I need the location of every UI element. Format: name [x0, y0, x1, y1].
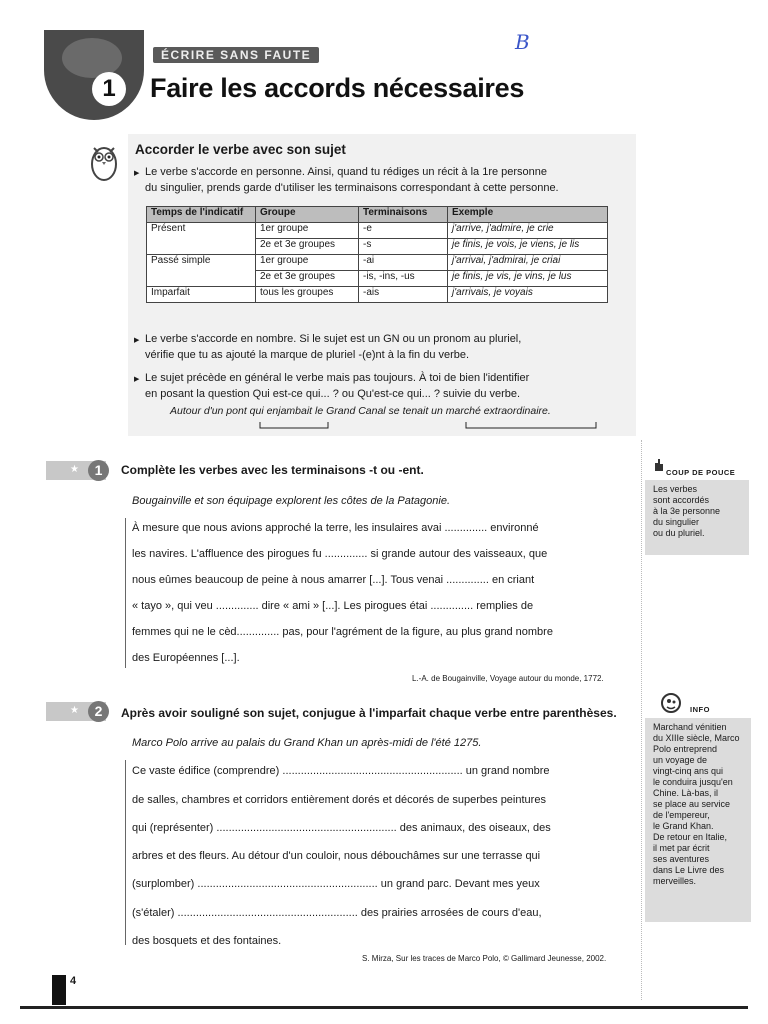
table-cell: -ai — [359, 255, 448, 271]
table-cell: je finis, je vois, je viens, je lis — [448, 239, 608, 255]
handwritten-mark: B — [515, 30, 530, 54]
table-cell: tous les groupes — [256, 287, 359, 303]
bullet-3-line-1: ▶ Le sujet précède en général le verbe mais pas toujours. À toi de bien l'identifier — [145, 372, 530, 384]
info-line: du XIIIe siècle, Marco — [653, 733, 740, 743]
page-title: Faire les accords nécessaires — [150, 73, 525, 103]
exercise-1-line: des Européennes [...]. — [132, 652, 240, 664]
info-icon — [660, 692, 682, 719]
coup-de-pouce-title: COUP DE POUCE — [666, 468, 736, 477]
table-header: Terminaisons — [359, 207, 448, 223]
section-number: 1 — [92, 72, 126, 106]
exercise-1-instruction: Complète les verbes avec les terminaisons -t ou -ent. — [121, 463, 424, 477]
table-row — [147, 287, 608, 303]
table-cell: j'arrivai, j'admirai, je criai — [448, 255, 608, 271]
hand-icon — [652, 458, 666, 477]
info-line: Marchand vénitien — [653, 722, 727, 732]
table-cell: 1er groupe — [256, 223, 359, 239]
bullet-2-line-1: ▶ Le verbe s'accorde en nombre. Si le sujet est un GN ou un pronom au pluriel, — [145, 333, 522, 345]
bullet-2-line-2: vérifie que tu as ajouté la marque de pluriel -(e)nt à la fin du verbe. — [145, 349, 470, 361]
table-cell: j'arrivais, je voyais — [448, 287, 608, 303]
exercise-2-line: (s'étaler) ........................................................... des prairies arrosées de cours d'eau, — [132, 907, 542, 919]
table-header: Temps de l'indicatif — [147, 207, 256, 223]
exercise-2-source: S. Mirza, Sur les traces de Marco Polo, © Gallimard Jeunesse, 2002. — [362, 954, 607, 963]
bottom-rule — [20, 1006, 748, 1009]
info-line: De retour en Italie, — [653, 832, 728, 842]
bullet-3-line-2: en posant la question Qui est-ce qui... ? ou Qu'est-ce qui... ? suivie du verbe. — [145, 388, 521, 400]
rule-example-sentence: Autour d'un pont qui enjambait le Grand Canal se tenait un marché extraordinaire. — [170, 405, 551, 417]
rule-title: Accorder le verbe avec son sujet — [135, 142, 346, 157]
exercise-2-margin-bar — [125, 760, 126, 945]
exercise-1-line: À mesure que nous avions approché la terre, les insulaires avai .............. environné — [132, 522, 539, 534]
info-line: Chine. Là-bas, il — [653, 788, 719, 798]
info-line: de l'empereur, — [653, 810, 710, 820]
exercise-1-line: les navires. L'affluence des pirogues fu .............. si grande autour des vaisseaux, que — [132, 548, 548, 560]
exercise-1-number: 1 — [88, 460, 109, 481]
page-number: 4 — [70, 975, 77, 987]
rule-bullet-3 — [145, 370, 529, 402]
info-box — [645, 718, 751, 922]
bullet-1-line-1: ▶ Le verbe s'accorde en personne. Ainsi, quand tu rédiges un récit à la 1re personne — [145, 166, 548, 178]
info-line: se place au service — [653, 799, 731, 809]
info-line: le conduira jusqu'en — [653, 777, 733, 787]
star-icon: ★ — [70, 464, 79, 475]
info-title: INFO — [690, 705, 710, 714]
info-line: le Grand Khan. — [653, 821, 714, 831]
bullet-1-line-2: du singulier, prends garde d'utiliser les terminaisons correspondant à cette personne. — [145, 182, 559, 194]
table-cell: Passé simple — [147, 255, 256, 287]
table-header-row — [147, 207, 608, 223]
table-row — [147, 223, 608, 239]
table-cell: 2e et 3e groupes — [256, 271, 359, 287]
rule-bullet-1 — [145, 164, 559, 196]
section-number-tab — [44, 30, 144, 120]
table-cell: Présent — [147, 223, 256, 255]
exercise-2-line: Ce vaste édifice (comprendre) ........................................................... un grand nombre — [132, 765, 550, 777]
page-number-tab — [52, 975, 66, 1005]
info-line: un voyage de — [653, 755, 708, 765]
coup-line: Les verbes — [653, 484, 698, 494]
exercise-2-number: 2 — [88, 701, 109, 722]
table-cell: 2e et 3e groupes — [256, 239, 359, 255]
exercise-1-source: L.-A. de Bougainville, Voyage autour du monde, 1772. — [412, 674, 604, 683]
coup-line: à la 3e personne — [653, 506, 721, 516]
table-row — [147, 255, 608, 271]
exercise-2-instruction: Après avoir souligné son sujet, conjugue à l'imparfait chaque verbe entre parenthèses. — [121, 706, 617, 720]
info-line: dans Le Livre des — [653, 865, 725, 875]
info-line: Polo entreprend — [653, 744, 718, 754]
table-cell: Imparfait — [147, 287, 256, 303]
exercise-1-line: femmes qui ne le cèd.............. pas, pour l'agrément de la figure, au plus grand nombre — [132, 626, 553, 638]
table-cell: -s — [359, 239, 448, 255]
table-cell: -is, -ins, -us — [359, 271, 448, 287]
info-line: merveilles. — [653, 876, 697, 886]
table-cell: 1er groupe — [256, 255, 359, 271]
section-tag: ÉCRIRE SANS FAUTE — [153, 47, 319, 63]
owl-icon — [86, 140, 122, 193]
rule-bullet-2 — [145, 331, 521, 363]
star-icon: ★ — [70, 705, 79, 716]
exercise-2-line: qui (représenter) ........................................................... des animaux, des oiseaux, des — [132, 822, 551, 834]
exercise-2-line: (surplomber) ........................................................... un grand parc. Devant mes yeux — [132, 878, 540, 890]
table-header: Groupe — [256, 207, 359, 223]
conjugation-table — [146, 206, 608, 303]
table-cell: je finis, je vis, je vins, je lus — [448, 271, 608, 287]
exercise-1-line: « tayo », qui veu .............. dire « ami » [...]. Les pirogues étai .............. remplies de — [132, 600, 534, 612]
exercise-1-intro: Bougainville et son équipage explorent les côtes de la Patagonie. — [132, 495, 451, 507]
coup-line: ou du pluriel. — [653, 528, 705, 538]
table-cell: j'arrive, j'admire, je crie — [448, 223, 608, 239]
coup-line: sont accordés — [653, 495, 710, 505]
info-line: il met par écrit — [653, 843, 710, 853]
exercise-1-line: nous eûmes beaucoup de peine à nous amarrer [...]. Tous venai .............. en criant — [132, 574, 535, 586]
table-header: Exemple — [448, 207, 608, 223]
sidebar-divider — [641, 440, 642, 1000]
exercise-2-line: de salles, chambres et corridors entièrement dorés et décorés de superbes peintures — [132, 794, 546, 806]
info-line: ses aventures — [653, 854, 710, 864]
coup-de-pouce-box — [645, 480, 749, 555]
coup-line: du singulier — [653, 517, 700, 527]
table-cell: -ais — [359, 287, 448, 303]
exercise-2-line: des bosquets et des fontaines. — [132, 935, 282, 947]
exercise-1-margin-bar — [125, 518, 126, 668]
example-brackets — [258, 420, 608, 434]
exercise-2-intro: Marco Polo arrive au palais du Grand Khan un après-midi de l'été 1275. — [132, 737, 482, 749]
exercise-2-line: arbres et des fleurs. Au détour d'un couloir, nous débouchâmes sur une terrasse qui — [132, 850, 541, 862]
info-line: vingt-cinq ans qui — [653, 766, 724, 776]
table-cell: -e — [359, 223, 448, 239]
